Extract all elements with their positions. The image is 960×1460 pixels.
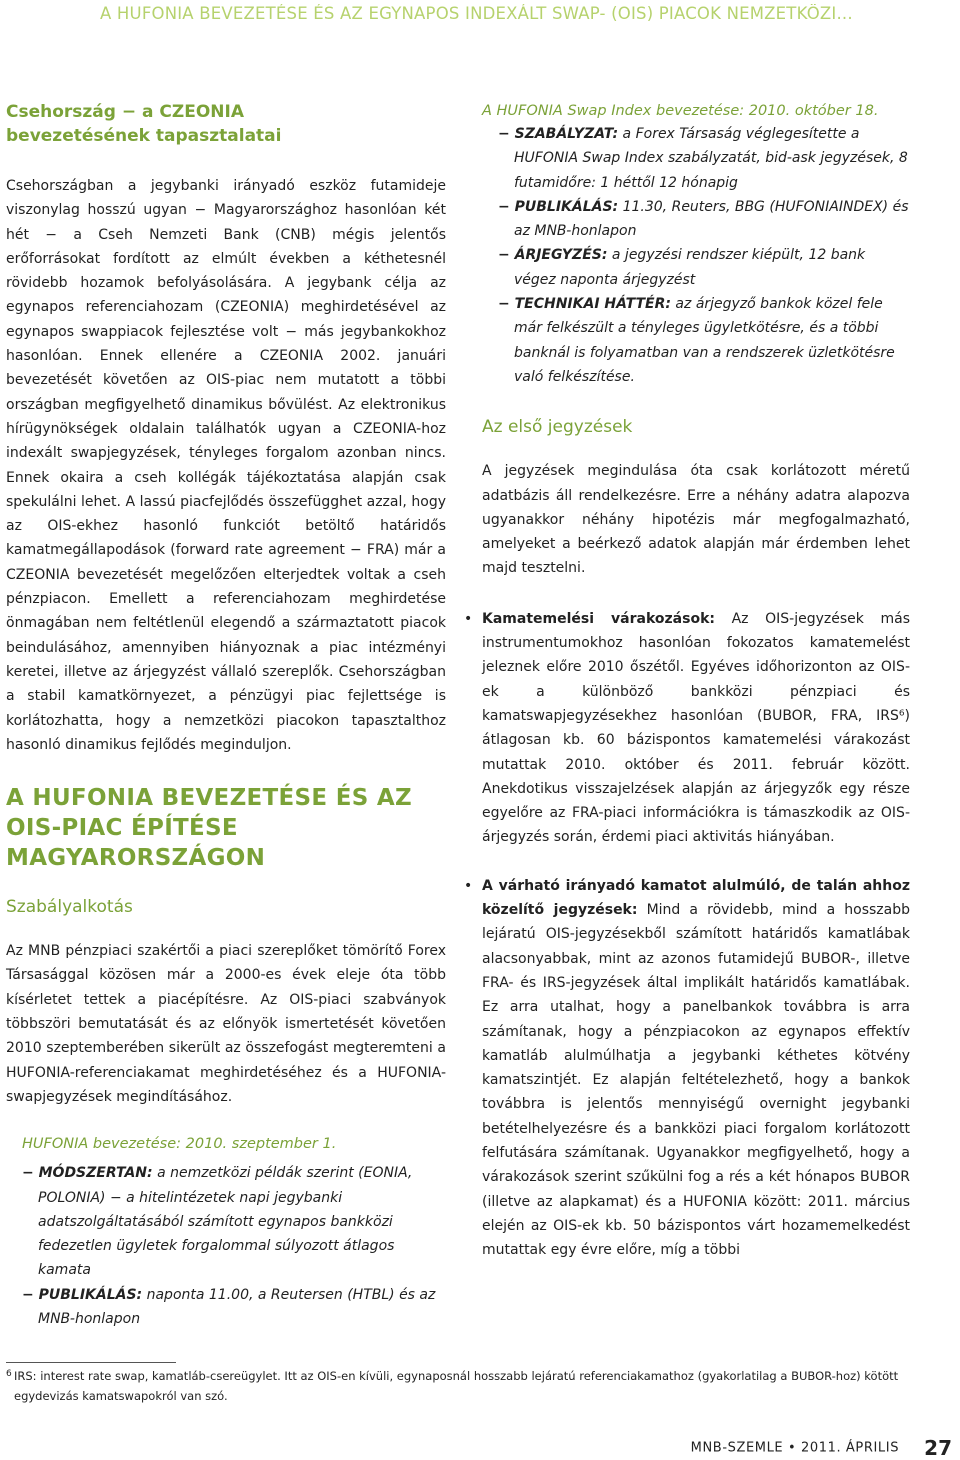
list-item: • Kamatemelési várakozások: Az OIS-jegyzések más instrumentumokhoz hasonlóan fokozatos kamatemelést jeleznek előre 2010 őszétől. Egyéves időhorizonton az OIS-ek a különböző bankközi pénzpiaci és kamatswapjegyzésekhez hasonlóan (BUBOR, FRA, IRS⁶) átlagosan kb. 60 bázispontos kamatemelési várakozást mutattak 2010. október és 2011. február között. Anekdotikus visszajelzések alapján az árjegyzők egy része egyelőre az FRA-piaci információkra is támaszkodik az OIS-árjegyzés során, érdemi piaci aktivitás hiányában. xyxy=(482,607,910,850)
hufonia-dates-box xyxy=(6,1133,446,1331)
swap-index-date-title: A HUFONIA Swap Index bevezetése: 2010. október 18. xyxy=(482,103,879,119)
date-item-publication: − PUBLIKÁLÁS: naponta 11.00, a Reutersen (HTBL) és az MNB-honlapon xyxy=(22,1286,436,1327)
main-heading-line1: A HUFONIA BEVEZETÉSE ÉS AZ xyxy=(6,785,412,812)
page-number: 27 xyxy=(924,1436,952,1460)
swap-index-dates-box xyxy=(482,100,910,389)
date-item-rules: − SZABÁLYZAT: a Forex Társaság véglegesítette a HUFONIA Swap Index szabályzatát, bid-ask jegyzések, 8 futamidőre: 1 héttől 12 hónapig xyxy=(498,126,908,191)
date-item-publication: − PUBLIKÁLÁS: 11.30, Reuters, BBG (HUFONIAINDEX) és az MNB-honlapon xyxy=(498,198,909,240)
footnote-divider xyxy=(6,1362,176,1363)
running-header: A HUFONIA BEVEZETÉSE ÉS AZ EGYNAPOS INDEXÁLT SWAP- (OIS) PIACOK NEMZETKÖZI... xyxy=(100,4,853,23)
paragraph-first-quotes: A jegyzések megindulása óta csak korlátozott méretű adatbázis áll rendelkezésre. Erre a néhány adatra alapozva ugyanakkor néhány hipotézis már megfogalmazható, amelyeket a beérkező adatok alapján már érdemben lehet majd tesztelni. xyxy=(482,463,910,577)
list-item: • A várható irányadó kamatot alulmúló, de talán ahhoz közelítő jegyzések: Mind a rövidebb, mind a hosszabb lejáratú OIS-jegyzésekből számított határidős kamatlábak alacsonyabbak, mint az azonos futamidejű BUBOR-, illetve FRA- és IRS-jegyzések által implikált határidős kamatlábak. Ez arra utalhat, hogy a panelbankok továbbra is arra számítanak, hogy a pénzpiacokon az egynapos effektív kamatláb alulmúlhatja a jegybanki kéthetes kötvény kamatszintjét. Ez alapján feltételezhető, hogy a bankok továbbra is jelentős mennyiségű overnight jegybanki betételhelyezésre és a bankközi piaci forgalom korlátozott felfutására számítanak. Ugyanakkor megfigyelhető, hogy a várakozások szerint szűkülni fog a rés a két hónapos BUBOR (illetve az alapkamat) és a HUFONIA között: 2011. március elején az OIS-ek kb. 50 bázispontos várt hozamemelkedést mutattak egy évre előre, míg a többi xyxy=(482,874,910,1263)
footnote-text: IRS: interest rate swap, kamatláb-csereügylet. Itt az OIS-en kívüli, egynaposnál hosszabb lejáratú referenciakamathoz (gyakorlatilag a BUBOR-hoz) kötött egydevizás kamatswapokról van szó. xyxy=(14,1369,899,1403)
date-item-technical: − TECHNIKAI HÁTTÉR: az árjegyző bankok közel fele már felkészült a tényleges ügyletkötésre, és a többi banknál is folyamatban van a rendszerek üzletkötésre való felkészítése. xyxy=(498,296,895,385)
main-heading xyxy=(6,783,446,873)
footnote-number: 6 xyxy=(6,1369,12,1379)
right-column xyxy=(464,100,910,1262)
footnote xyxy=(6,1366,916,1406)
bullet-list xyxy=(464,607,910,1263)
date-item-method: − MÓDSZERTAN: a nemzetközi példák szerint (EONIA, POLONIA) − a hitelintézetek napi jegybanki adatszolgáltatásából számított egynapos bankközi fedezetlen ügyletek forgalommal súlyozott átlagos kamata xyxy=(22,1165,413,1279)
publication-name: MNB-SZEMLE • 2011. ÁPRILIS xyxy=(690,1440,900,1456)
paragraph-rules: Az MNB pénzpiaci szakértői a piaci szereplőket tömörítő Forex Társasággal közösen már a 2000-es évek eleje óta több kísérletet tettek a piacépítésre. Az OIS-piaci szabványok többszöri bemutatását és az előnyök ismertetését követően 2010 szeptemberében sikerült az összefogást megteremteni a HUFONIA-referenciakamat meghirdetéséhez és a HUFONIA-swapjegyzések megindításához. xyxy=(6,943,446,1105)
date-item-quoting: − ÁRJEGYZÉS: a jegyzési rendszer kiépült, 12 bank végez naponta árjegyzést xyxy=(498,247,866,288)
section-heading-rules: Szabályalkotás xyxy=(6,897,133,918)
section-heading-czech: Csehország − a CZEONIA bevezetésének tapasztalatai xyxy=(6,102,282,146)
page-footer xyxy=(691,1436,952,1460)
bullet-icon: • xyxy=(464,610,473,627)
bullet-icon: • xyxy=(464,877,473,894)
section-heading-first-quotes: Az első jegyzések xyxy=(482,417,633,438)
hufonia-date-title: HUFONIA bevezetése: 2010. szeptember 1. xyxy=(22,1136,337,1153)
main-heading-line2: OIS-PIAC ÉPÍTÉSE MAGYARORSZÁGON xyxy=(6,815,266,872)
paragraph-czech: Csehországban a jegybanki irányadó eszköz futamideje viszonylag hosszú ugyan − Magyarországhoz hasonlóan két hét − a Cseh Nemzeti Bank (CNB) mégis jelentős erőforrásokat fordított az elmúlt években a kéthetesnél rövidebb hozamok befolyásolására. A jegybank célja az egynapos referenciahozam (CZEONIA) meghirdetésével az egynapos swappiacok fejlesztése volt − más jegybankokhoz hasonlóan. Ennek ellenére a CZEONIA 2002. januári bevezetését követően az OIS-piac nem mutatott a többi országban megfigyelhető dinamikus bővülést. Az elektronikus hírügynökségek oldalain találhatók ugyan a CZEONIA-hoz indexált swapjegyzések, tényleges forgalom azonban nincs. Ennek okaira a cseh kollégák tájékoztatása alapján csak spekulálni lehet. A lassú piacfejlődés összefügghet azzal, hogy az OIS-ekhez hasonló funkciót betöltő határidős kamatmegállapodások (forward rate agreement − FRA) már a CZEONIA bevezetését megelőzően elterjedtek voltak a cseh pénzpiacon. Emellett a referenciahozam meghirdetése önmagában nem feltétlenül elegendő a származtatott piacok beindulásához, amennyiben hiányoznak a piac intézményi keretei, illetve az árjegyzést vállaló szereplők. Csehországban a stabil kamatkörnyezet, a pénzügyi piac fejlettsége is korlátozhatta, hogy a nemzetközi piacokon tapasztalthoz hasonló dinamikus fejlődés meginduljon. xyxy=(6,178,446,753)
left-column xyxy=(6,100,446,1331)
